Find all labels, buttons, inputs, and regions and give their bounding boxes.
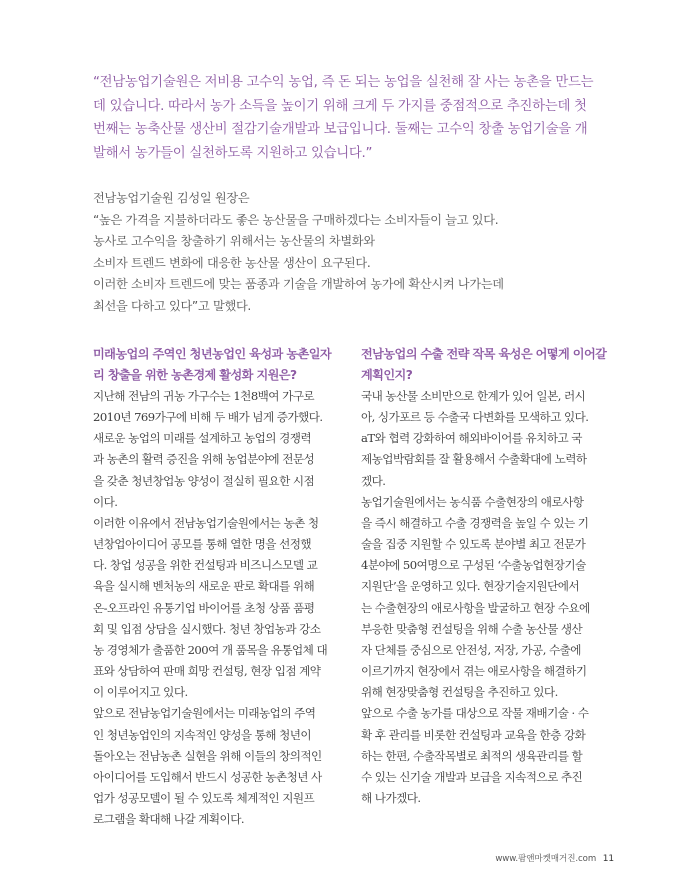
pull-quote-line: 발해서 농가들이 실천하도록 지원하고 있습니다.” [93,145,373,161]
body-line: 하는 한편, 수출작목별로 최적의 생육관리를 할 [361,748,583,763]
body-line: aT와 협력 강화하여 해외바이어를 유치하고 국 [361,431,582,446]
right-column-heading [361,344,605,386]
body-line: 해 나가겠다. [361,790,421,805]
body-line: 이러한 이유에서 전남농업기술원에서는 농촌 청 [93,515,319,530]
body-line: 국내 농산물 소비만으로 한계가 있어 일본, 러시 [361,389,586,403]
pull-quote [93,71,605,165]
body-line: 지난해 전남의 귀농 가구수는 1천8백여 가구로 [93,389,315,403]
body-line: 제농업박람회를 잘 활용해서 수출확대에 노력하 [361,452,587,467]
pull-quote-line: 데 있습니다. 따라서 농가 소득을 높이기 위해 크게 두 가지를 중점적으로 추진하는데 첫 [93,98,587,114]
pull-quote-line: 번째는 농축산물 생산비 절감기술개발과 보급입니다. 둘째는 고수익 창출 농업기술을 개 [93,122,588,138]
page-number: 11 [602,854,614,864]
body-line: 표와 상담하여 판매 희망 컨설팅, 현장 입점 계약 [93,664,321,679]
body-line: 자 단체를 중심으로 안전성, 저장, 가공, 수출에 [361,642,581,657]
heading-line: 계획인지? [361,368,413,382]
right-column [361,344,605,809]
body-line: 는 수출현장의 애로사항을 발굴하고 현장 수요에 [361,600,590,615]
heading-line: 미래농업의 주역인 청년농업인 육성과 농촌일자 [93,347,332,361]
footer-url: www.팜앤마켓매거진.com [495,854,597,864]
body-line: 농 경영체가 출품한 200여 개 품목을 유통업체 대 [93,642,328,657]
pull-quote-line: “전남농업기술원은 저비용 고수익 농업, 즉 돈 되는 농업을 실천해 잘 사는 농촌을 만드는 [93,75,594,90]
body-line: 업가 성공모델이 될 수 있도록 체계적인 지원프 [93,790,315,805]
body-line: 육을 실시해 벤처농의 새로운 판로 확대를 위해 [93,579,315,594]
body-line: 겠다. [361,473,386,488]
body-line: 아이디어를 도입해서 반드시 성공한 농촌청년 사 [93,769,322,784]
body-line: 로그램을 확대해 나갈 계획이다. [93,812,244,827]
body-line: 인 청년농업인의 지속적인 양성을 통해 청년이 [93,727,312,742]
body-line: 이르기까지 현장에서 겪는 애로사항을 해결하기 [361,664,587,679]
body-line: 확 후 관리를 비롯한 컨설팅과 교육을 한층 강화 [361,727,586,742]
body-line: 을 갖춘 청년창업농 양성이 절실히 필요한 시점 [93,473,315,488]
statement-line: 소비자 트렌드 변화에 대응한 농산물 생산이 요구된다. [93,255,371,270]
body-line: 수 있는 신기술 개발과 보급을 지속적으로 추진 [361,769,583,784]
body-line: 회 및 입점 상담을 실시했다. 청년 창업농과 강소 [93,621,321,636]
body-line: 새로운 농업의 미래를 설계하고 농업의 경쟁력 [93,431,312,446]
body-line: 앞으로 전남농업기술원에서는 미래농업의 주역 [93,706,316,721]
body-line: 앞으로 수출 농가를 대상으로 작물 재배기술 · 수 [361,706,589,721]
body-line: 이다. [93,494,118,509]
body-line: 농업기술원에서는 농식품 수출현장의 애로사항 [361,494,584,509]
body-line: 2010년 769가구에 비해 두 배가 넘게 증가했다. [93,410,323,425]
statement-line: “높은 가격을 지불하더라도 좋은 농산물을 구매하겠다는 소비자들이 늘고 있다. [93,212,499,227]
body-line: 4분야에 50여명으로 구성된 ‘수출농업현장기술 [361,558,586,573]
left-column [93,344,337,830]
heading-line: 전남농업의 수출 전략 작목 육성은 어떻게 이어갈 [361,347,607,361]
left-column-body [93,386,337,830]
director-statement [93,188,605,318]
body-line: 을 즉시 해결하고 수출 경쟁력을 높일 수 있는 기 [361,515,589,530]
page-footer [495,852,614,864]
body-line: 이 이루어지고 있다. [93,685,188,700]
statement-line: 이러한 소비자 트렌드에 맞는 품종과 기술을 개발하여 농가에 확산시켜 나가는데 [93,277,504,292]
left-column-heading [93,344,337,386]
body-line: 다. 창업 성공을 위한 컨설팅과 비즈니스모델 교 [93,558,318,573]
body-line: 과 농촌의 활력 증진을 위해 농업분야에 전문성 [93,452,315,467]
heading-line: 리 창출을 위한 농촌경제 활성화 지원은? [93,368,297,382]
statement-line: 농사로 고수익을 창출하기 위해서는 농산물의 차별화와 [93,234,375,249]
body-line: 부응한 맞춤형 컨설팅을 위해 수출 농산물 생산 [361,621,583,636]
body-line: 위해 현장맞춤형 컨설팅을 추진하고 있다. [361,685,558,700]
body-line: 지원단’을 운영하고 있다. 현장기술지원단에서 [361,579,580,594]
body-line: 온-오프라인 유통기업 바이어를 초청 상품 품평 [93,600,315,615]
body-line: 아, 싱가포르 등 수출국 다변화를 모색하고 있다. [361,410,589,425]
body-line: 돌아오는 전남농촌 실현을 위해 이들의 창의적인 [93,748,322,763]
statement-line: 최선을 다하고 있다”고 말했다. [93,298,251,313]
body-line: 술을 집중 지원할 수 있도록 분야별 최고 전문가 [361,537,586,552]
body-line: 년창업아이디어 공모를 통해 열한 명을 선정했 [93,537,312,552]
right-column-body [361,386,605,809]
statement-line: 전남농업기술원 김성일 원장은 [93,191,250,205]
